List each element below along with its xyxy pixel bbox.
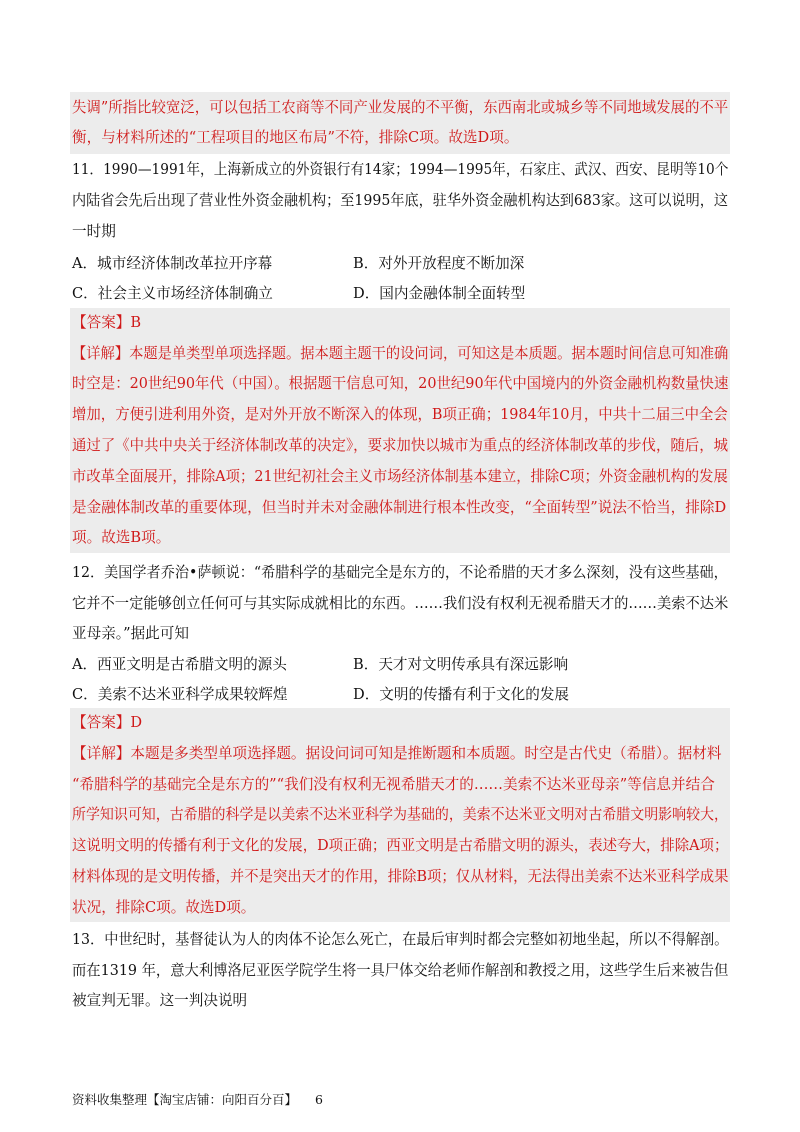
q11-explain-line-6: 是金融体制改革的重要体现，但当时并未对金融体制进行根本性改变，“全面转型”说法不恰当，排除D (72, 499, 727, 516)
q11-option-b: B．对外开放程度不断加深 (353, 255, 525, 272)
q12-option-d: D．文明的传播有利于文化的发展 (353, 686, 570, 703)
q12-explain-line-1: 【详解】本题是多类型单项选择题。据设问词可知是推断题和本质题。时空是古代史（希腊）。据材料 (72, 745, 722, 762)
prev-explanation-line-2: 衡，与材料所述的“工程项目的地区布局”不符，排除C项。故选D项。 (72, 129, 519, 146)
q11-explain-line-1: 【详解】本题是单类型单项选择题。据本题主题干的设问词，可知这是本质题。据本题时间信息可知准确 (72, 345, 729, 362)
q13-stem-line-2: 而在1319 年，意大利博洛尼亚医学院学生将一具尸体交给老师作解剖和教授之用，这些学生后来被告但 (72, 962, 729, 979)
q12-explain-line-2: “希腊科学的基础完全是东方的”“我们没有权利无视希腊天才的……美索不达米亚母亲”等信息并结合 (72, 776, 715, 793)
q12-stem-line-3: 亚母亲。”据此可知 (72, 625, 189, 642)
q11-option-a: A．城市经济体制改革拉开序幕 (72, 255, 273, 272)
q12-stem-line-2: 它并不一定能够创立任何可与其实际成就相比的东西。……我们没有权利无视希腊天才的……美索不达米 (72, 595, 729, 612)
q11-explain-line-7: 项。故选B项。 (72, 529, 171, 546)
q13-stem-line-1: 13．中世纪时，基督徒认为人的肉体不论怎么死亡，在最后审判时都会完整如初地坐起，所以不得解剖。 (72, 931, 729, 948)
q12-option-a: A．西亚文明是古希腊文明的源头 (72, 656, 287, 673)
q13-stem-line-3: 被宣判无罪。这一判决说明 (72, 992, 248, 1009)
q11-stem-line-3: 一时期 (72, 223, 116, 240)
q11-stem-line-2: 内陆省会先后出现了营业性外资金融机构；至1995年底，驻华外资金融机构达到683家。这可以说明，这 (72, 192, 728, 209)
q11-explain-line-5: 市改革全面展开，排除A项；21世纪初社会主义市场经济体制基本建立，排除C项；外资金融机构的发展 (72, 468, 728, 485)
q11-option-c: C．社会主义市场经济体制确立 (72, 285, 273, 302)
q12-explain-line-5: 材料体现的是文明传播，并不是突出天才的作用，排除B项；仅从材料，无法得出美索不达米亚科学成果 (72, 868, 729, 885)
q11-stem-line-1: 11．1990—1991年，上海新成立的外资银行有14家；1994—1995年，石家庄、武汉、西安、昆明等10个 (72, 161, 729, 178)
q11-explain-line-4: 通过了《中共中央关于经济体制改革的决定》，要求加快以城市为重点的经济体制改革的步伐，随后，城 (72, 437, 729, 454)
q12-option-b: B．天才对文明传承具有深远影响 (353, 656, 569, 673)
q11-explain-line-2: 时空是：20世纪90年代（中国）。根据题干信息可知，20世纪90年代中国境内的外资金融机构数量快速 (72, 375, 729, 392)
q12-explain-line-6: 状况，排除C项。故选D项。 (72, 899, 256, 916)
q12-explain-line-3: 所学知识可知，古希腊的科学是以美索不达米亚科学为基础的，美索不达米亚文明对古希腊文明影响较大， (72, 806, 728, 823)
q12-answer: 【答案】D (72, 714, 143, 731)
footer-source-text: 资料收集整理【淘宝店铺：向阳百分百】 (72, 1092, 298, 1107)
page-footer (72, 1091, 323, 1109)
q11-option-d: D．国内金融体制全面转型 (353, 285, 526, 302)
q12-explain-line-4: 这说明文明的传播有利于文化的发展，D项正确；西亚文明是古希腊文明的源头，表述夸大，排除A项； (72, 837, 729, 854)
q12-option-c: C．美索不达米亚科学成果较辉煌 (72, 686, 288, 703)
prev-explanation-line-1: 失调”所指比较宽泛，可以包括工农商等不同产业发展的不平衡，东西南北或城乡等不同地域发展的不平 (72, 99, 729, 116)
q11-answer: 【答案】B (72, 314, 142, 331)
q11-explain-line-3: 增加，方便引进利用外资，是对外开放不断深入的体现，B项正确；1984年10月，中共十二届三中全会 (72, 406, 728, 423)
page-number: 6 (315, 1092, 323, 1107)
q12-stem-line-1: 12．美国学者乔治•萨顿说：“希腊科学的基础完全是东方的，不论希腊的天才多么深刻，没有这些基础， (72, 564, 728, 581)
